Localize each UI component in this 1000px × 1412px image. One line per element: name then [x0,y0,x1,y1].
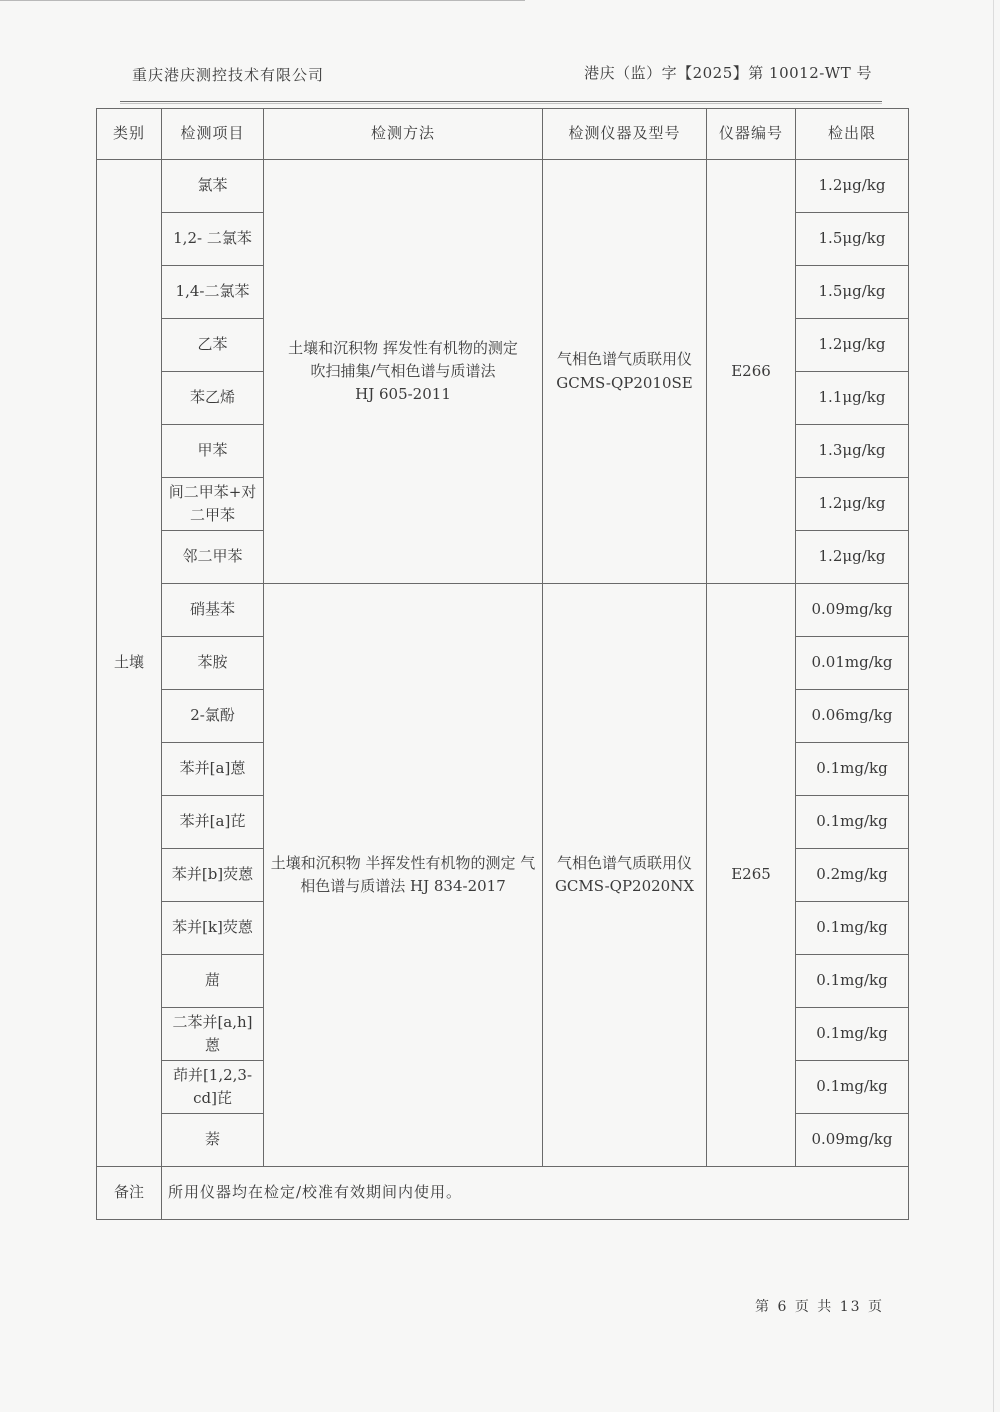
instrument-name: 气相色谱气质联用仪 [556,350,692,369]
table-row [97,160,909,213]
limit-cell: 0.06mg/kg [796,690,909,743]
item-cell: 苯并[a]芘 [162,796,264,849]
limit-cell: 0.09mg/kg [796,584,909,637]
limit-cell: 0.09mg/kg [796,1114,909,1167]
table-header-row [97,109,909,160]
table-row [97,584,909,637]
method-line: 吹扫捕集/气相色谱与质谱法 [310,361,496,380]
item-cell: 二苯并[a,h]蒽 [162,1008,264,1061]
limit-cell: 1.2μg/kg [796,531,909,584]
note-text: 所用仪器均在检定/校准有效期间内使用。 [162,1167,909,1220]
item-cell: 苯并[b]荧蒽 [162,849,264,902]
item-cell: 苯并[k]荧蒽 [162,902,264,955]
limit-cell: 0.1mg/kg [796,796,909,849]
limit-cell: 0.1mg/kg [796,902,909,955]
item-cell: 苯胺 [162,637,264,690]
header-instrument: 检测仪器及型号 [543,109,707,160]
note-row [97,1167,909,1220]
item-cell: 邻二甲苯 [162,531,264,584]
limit-cell: 1.5μg/kg [796,213,909,266]
limit-cell: 1.1μg/kg [796,372,909,425]
limit-cell: 1.3μg/kg [796,425,909,478]
instrument-cell [543,160,707,584]
header-category: 类别 [97,109,162,160]
item-cell: 䓛 [162,955,264,1008]
item-cell: 1,2- 二氯苯 [162,213,264,266]
item-cell: 氯苯 [162,160,264,213]
item-cell: 1,4-二氯苯 [162,266,264,319]
limit-cell: 0.1mg/kg [796,743,909,796]
detection-table [96,108,909,1220]
limit-cell: 0.2mg/kg [796,849,909,902]
header-rule-secondary [120,103,882,104]
item-cell: 苯乙烯 [162,372,264,425]
limit-cell: 0.1mg/kg [796,1061,909,1114]
item-cell: 硝基苯 [162,584,264,637]
instrument-no-cell: E266 [707,160,796,584]
method-line: HJ 605-2011 [355,385,451,404]
header-limit: 检出限 [796,109,909,160]
item-cell: 苯并[a]蒽 [162,743,264,796]
limit-cell: 1.2μg/kg [796,478,909,531]
page-edge [993,0,994,1412]
item-cell: 甲苯 [162,425,264,478]
note-label: 备注 [97,1167,162,1220]
category-cell: 土壤 [97,160,162,1167]
header-method: 检测方法 [264,109,543,160]
page-number: 第 6 页 共 13 页 [755,1299,884,1315]
method-line: 土壤和沉积物 挥发性有机物的测定 [288,338,518,357]
limit-cell: 1.2μg/kg [796,319,909,372]
item-cell: 茚并[1,2,3-cd]芘 [162,1061,264,1114]
limit-cell: 1.5μg/kg [796,266,909,319]
header-rule [120,101,882,102]
instrument-cell [543,584,707,1167]
item-cell: 乙苯 [162,319,264,372]
item-cell: 萘 [162,1114,264,1167]
top-edge-line [0,0,525,1]
company-name: 重庆港庆测控技术有限公司 [132,66,325,84]
item-cell: 2-氯酚 [162,690,264,743]
instrument-no-cell: E265 [707,584,796,1167]
limit-cell: 1.2μg/kg [796,160,909,213]
method-cell [264,160,543,584]
limit-cell: 0.1mg/kg [796,1008,909,1061]
header-instrument-no: 仪器编号 [707,109,796,160]
method-cell: 土壤和沉积物 半挥发性有机物的测定 气相色谱与质谱法 HJ 834-2017 [264,584,543,1167]
item-cell: 间二甲苯+对二甲苯 [162,478,264,531]
instrument-name: 气相色谱气质联用仪 [556,853,692,872]
instrument-model: GCMS-QP2010SE [556,373,693,392]
report-number: 港庆（监）字【2025】第 10012-WT 号 [584,64,872,82]
instrument-model: GCMS-QP2020NX [554,877,695,895]
limit-cell: 0.1mg/kg [796,955,909,1008]
limit-cell: 0.01mg/kg [796,637,909,690]
header-item: 检测项目 [162,109,264,160]
